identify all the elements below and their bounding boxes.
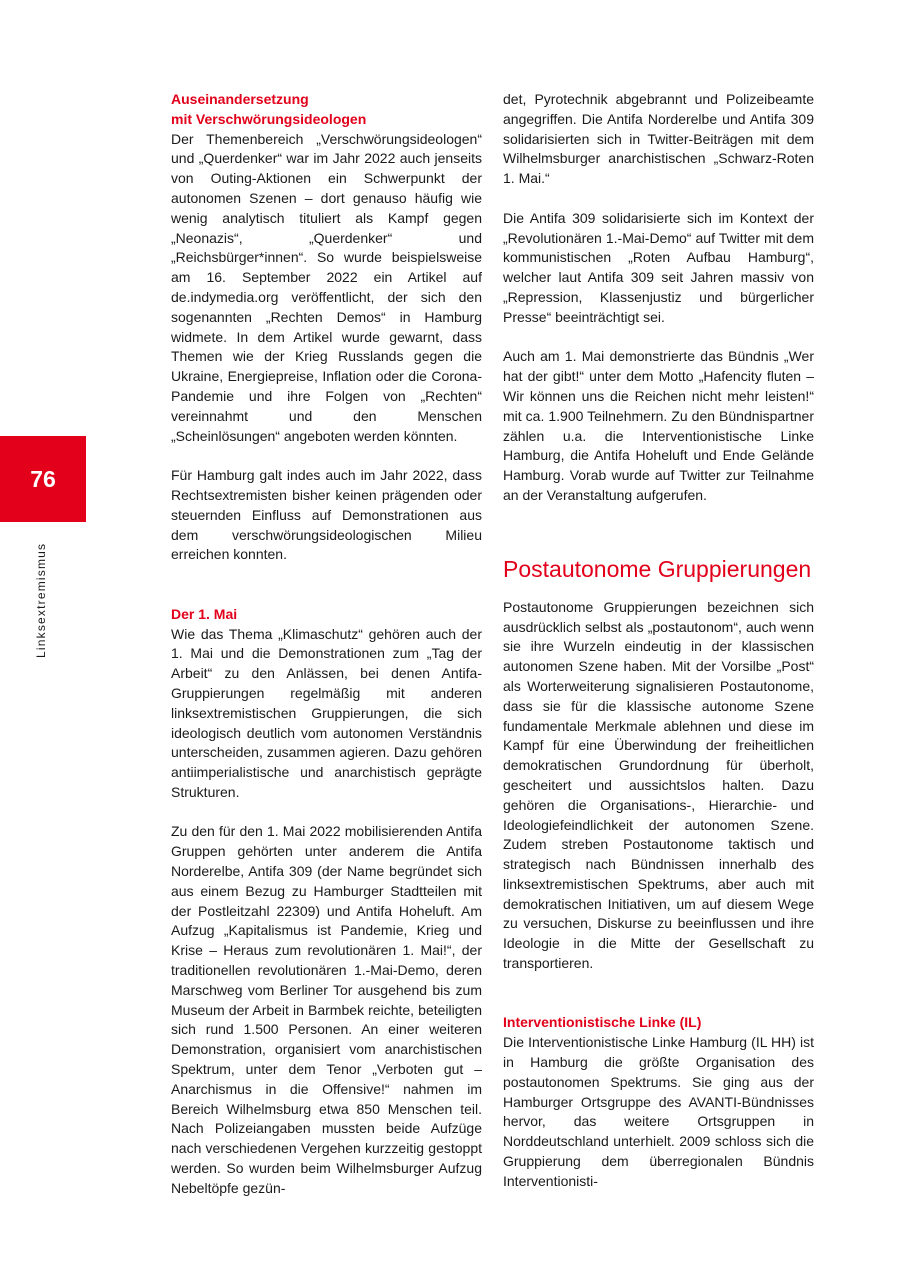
paragraph-pyrotechnics: det, Pyrotechnik abgebrannt und Polizeibeamte angegriffen. Die Antifa Norderelbe und Antifa 309 solidarisierten sich in Twitter-Beiträgen mit dem Wilhelmsburger anarchistischen „Schwarz-Roten 1. Mai.“: [503, 91, 814, 187]
heading-postautonom: Postautonome Gruppierungen: [503, 555, 812, 582]
paragraph-conspiracy: Der Themenbereich „Verschwörungsideologen“ und „Querdenker“ war im Jahr 2022 auch jenseits von Outing-Aktionen ein Schwerpunkt der autonomen Szenen – dort genauso häufig wie wenig analytisch tituliert als Kampf gegen „Neonazis“, „Querdenker“ und „Reichsbürger*innen“. So wurde beispielsweise am 16. September 2022 ein Artikel auf de.indymedia.org veröffentlicht, der sich den sogenannten „Rechten Demos“ in Hamburg widmete. In dem Artikel wurde gewarnt, dass Themen wie der Krieg Russlands gegen die Ukraine, Energiepreise, Inflation oder die Corona-Pandemie und ihre Folgen von „Rechten“ vereinnahmt und den Menschen „Scheinlösungen“ angeboten werden könnten.: [171, 130, 482, 444]
heading-conspiracy: [171, 90, 482, 130]
paragraph-wer-hat-der-gibt: Auch am 1. Mai demonstrierte das Bündnis „Wer hat der gibt!“ unter dem Motto „Hafencity fluten – Wir können uns die Reichen nicht mehr leisten!“ mit ca. 1.900 Teilnehmern. Zu den Bündnispartner zählen u.a. die Interventionistische Linke Hamburg, die Antifa Hoheluft und Ende Gelände Hamburg. Vorab wurde auf Twitter zur Teilnahme an der Veranstaltung aufgerufen.: [503, 348, 814, 503]
paragraph-first-may-intro: Wie das Thema „Klimaschutz“ gehören auch der 1. Mai und die Demonstrationen zum „Tag der Arbeit“ zu den Anlässen, bei denen Antifa-Gruppierungen regelmäßig mit anderen linksextremistischen Gruppierungen, die sich ideologisch deutlich vom autonomen Verständnis unterscheiden, zusammen agieren. Dazu gehören antiimperialistische und anarchistisch geprägte Strukturen.: [171, 625, 482, 800]
paragraph-first-may-groups: Zu den für den 1. Mai 2022 mobilisierenden Antifa Gruppen gehörten unter anderem die Antifa Norderelbe, Antifa 309 (der Name begründet sich aus einem Bezug zu Hamburger Stadtteilen mit der Postleitzahl 22309) und Antifa Hoheluft. Am Aufzug „Kapitalismus ist Pandemie, Krieg und Krise – Heraus zum revolutionären 1. Mai!“, der traditionellen revolutionären 1.-Mai-Demo, deren Marschweg vom Berliner Tor ausgehend bis zum Museum der Arbeit in Barmbek reichte, beteiligten sich rund 1.500 Personen. An einer weiteren Demonstration, organisiert vom anarchistischen Spektrum, unter dem Tenor „Verboten gut – Anarchismus in die Offensive!“ nahmen im Bereich Wilhelmsburg etwa 850 Menschen teil. Nach Polizeiangaben mussten beide Aufzüge nach verschiedenen Vergehen kurzzeitig gestoppt werden. So wurden beim Wilhelmsburger Aufzug Nebeltöpfe gezün-: [171, 823, 482, 1196]
paragraph-antifa309: Die Antifa 309 solidarisierte sich im Kontext der „Revolutionären 1.-Mai-Demo“ auf Twitter mit dem kommunistischen „Roten Aufbau Hamburg“, welcher laut Antifa 309 seit Jahren massiv von „Repression, Klassenjustiz und bürgerlicher Presse“ beeinträchtigt sei.: [503, 209, 814, 325]
heading-il: Interventionistische Linke (IL): [503, 1014, 702, 1031]
left-column: [171, 90, 482, 1199]
heading-conspiracy-line2: mit Verschwörungsideologen: [171, 110, 367, 127]
page-number: 76: [30, 465, 56, 492]
paragraph-postautonom: Postautonome Gruppierungen bezeichnen sich ausdrücklich selbst als „postautonom“, auch wenn sie ihre Wurzeln eindeutig in der klassischen autonomen Szene haben. Mit der Vorsilbe „Post“ als Worterweiterung signalisieren Postautonome, dass sie für die klassische autonome Szene fundamentale Merkmale ablehnen und diese im Kampf für eine Überwindung der freiheitlichen demokratischen Grundordnung für überholt, gescheitert und aussichtslos halten. Dazu gehören die Organisations-, Hierarchie- und Ideologiefeindlichkeit der autonomen Szene. Zudem streben Postautonome taktisch und strategisch nach Bündnissen innerhalb des linksextremistischen Spektrums, aber auch mit demokratischen Initiativen, um auf diesem Wege zu versuchen, Diskurse zu beeinflussen und ihre Ideologie in die Mitte der Gesellschaft zu transportieren.: [503, 598, 814, 972]
paragraph-hamburg-rightwing: Für Hamburg galt indes auch im Jahr 2022, dass Rechtsextremisten bisher keinen prägenden oder steuernden Einfluss auf Demonstrationen aus dem verschwörungsideologischen Milieu erreichen konnten.: [171, 467, 482, 563]
page-number-tab: [0, 436, 86, 522]
heading-conspiracy-line1: Auseinandersetzung: [171, 91, 309, 107]
section-label: Linksextremismus: [34, 542, 48, 658]
right-column: [503, 90, 814, 1192]
heading-first-may: Der 1. Mai: [171, 605, 238, 622]
paragraph-il: Die Interventionistische Linke Hamburg (IL HH) ist in Hamburg die größte Organisation des postautonomen Spektrums. Sie ging aus der Hamburger Ortsgruppe des AVANTI-Bündnisses hervor, das weitere Ortsgruppen in Norddeutschland unterhielt. 2009 schloss sich die Gruppierung dem überregionalen Bündnis Interventionisti-: [503, 1034, 814, 1189]
